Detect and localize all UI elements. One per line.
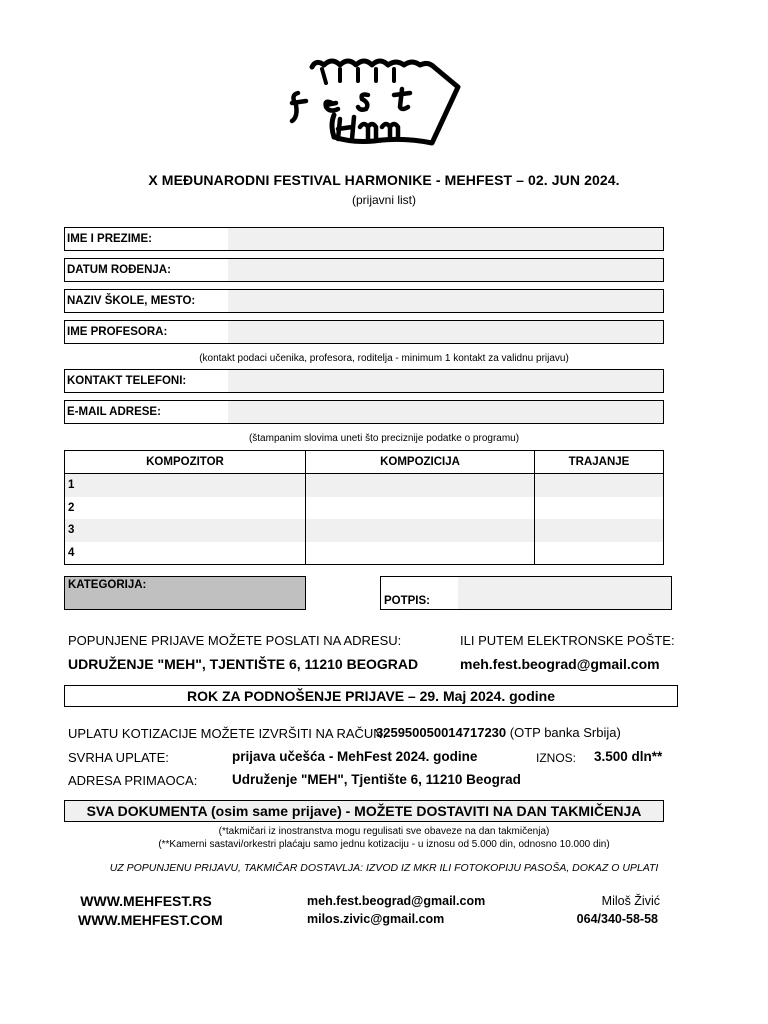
account-number: 325950050014717230 [376,725,507,740]
composition-cell[interactable] [306,519,535,542]
duration-cell[interactable] [535,542,664,565]
foreign-note: (*takmičari iz inostranstva mogu regulisati sve obaveze na dan takmičenja) [218,826,550,837]
send-email-link[interactable]: meh.fest.beograd@gmail.com [460,656,660,672]
emails-input[interactable] [228,401,663,423]
contact-name: Miloš Živić [601,894,660,908]
page-title: X MEĐUNARODNI FESTIVAL HARMONIKE - MEHFEST – 02. JUN 2024. [148,172,620,188]
table-row[interactable] [65,474,664,497]
account-label: UPLATU KOTIZACIJE MOŽETE IZVRŠITI NA RAČUN: [68,726,387,741]
attach-note: UZ POPUNJENU PRIJAVU, TAKMIČAR DOSTAVLJA: IZVOD IZ MKR ILI FOTOKOPIJU PASOŠA, DOKAZ O UPLATI [109,862,659,874]
name-field[interactable] [64,227,664,251]
col-composition: KOMPOZICIJA [306,451,535,474]
birthdate-input[interactable] [228,259,663,281]
teacher-field[interactable] [64,320,664,344]
email-link-fest[interactable]: meh.fest.beograd@gmail.com [307,894,486,908]
duration-cell[interactable] [535,474,664,497]
phones-input[interactable] [228,370,663,392]
school-field[interactable] [64,289,664,313]
chamber-note: (**Kamerni sastavi/orkestri plaćaju samo jednu kotizaciju - u iznosu od 5.000 din, odnosno 10.000 din) [158,839,610,850]
birthdate-field[interactable] [64,258,664,282]
phones-label: KONTAKT TELEFONI: [67,375,187,387]
account-line [376,725,621,740]
mehfest-logo [282,55,462,155]
row-number: 3 [65,519,306,542]
name-input[interactable] [228,228,663,250]
row-number: 4 [65,542,306,565]
program-table [64,450,664,565]
deadline-banner: ROK ZA PODNOŠENJE PRIJAVE – 29. Maj 2024. godine [64,685,678,707]
col-duration: TRAJANJE [535,451,664,474]
table-row[interactable] [65,497,664,520]
send-email-label: ILI PUTEM ELEKTRONSKE POŠTE: [460,633,675,648]
category-field[interactable] [64,576,306,610]
website-link-com[interactable]: WWW.MEHFEST.COM [78,912,223,928]
send-address-label: POPUNJENE PRIJAVE MOŽETE POSLATI NA ADRESU: [68,633,402,648]
row-number: 2 [65,497,306,520]
emails-label: E-MAIL ADRESE: [67,406,161,418]
teacher-label: IME PROFESORA: [67,326,168,338]
recipient-value: Udruženje "MEH", Tjentište 6, 11210 Beograd [232,772,521,787]
phones-field[interactable] [64,369,664,393]
teacher-input[interactable] [228,321,663,343]
signature-label: POTPIS: [384,595,431,607]
contact-phone: 064/340-58-58 [576,912,658,926]
emails-field[interactable] [64,400,664,424]
school-label: NAZIV ŠKOLE, MESTO: [67,295,196,307]
signature-field[interactable] [380,576,672,610]
program-note: (štampanim slovima uneti što preciznije podatke o programu) [248,433,520,444]
send-address: UDRUŽENJE "MEH", TJENTIŠTE 6, 11210 BEOGRAD [68,656,419,672]
website-link-rs[interactable]: WWW.MEHFEST.RS [80,893,212,909]
email-link-milos[interactable]: milos.zivic@gmail.com [307,912,445,926]
composition-cell[interactable] [306,542,535,565]
composition-cell[interactable] [306,497,535,520]
purpose-label: SVRHA UPLATE: [68,750,169,765]
amount-label: IZNOS: [536,751,577,765]
recipient-label: ADRESA PRIMAOCA: [68,773,198,788]
table-row[interactable] [65,519,664,542]
purpose-value: prijava učešća - MehFest 2024. godine [232,749,478,764]
school-input[interactable] [228,290,663,312]
composition-cell[interactable] [306,474,535,497]
contacts-note: (kontakt podaci učenika, profesora, roditelja - minimum 1 kontakt za validnu prijavu) [199,353,569,364]
category-label: KATEGORIJA: [68,579,147,591]
page-subtitle: (prijavni list) [351,193,416,207]
row-number: 1 [65,474,306,497]
birthdate-label: DATUM ROĐENJA: [67,264,171,276]
documents-banner: SVA DOKUMENTA (osim same prijave) - MOŽETE DOSTAVITI NA DAN TAKMIČENJA [64,800,664,822]
duration-cell[interactable] [535,519,664,542]
col-composer: KOMPOZITOR [65,451,306,474]
bank-name: (OTP banka Srbija) [509,725,621,740]
table-row[interactable] [65,542,664,565]
duration-cell[interactable] [535,497,664,520]
name-label: IME I PREZIME: [67,233,152,245]
signature-input[interactable] [458,577,671,609]
amount-value: 3.500 dln** [594,749,663,764]
